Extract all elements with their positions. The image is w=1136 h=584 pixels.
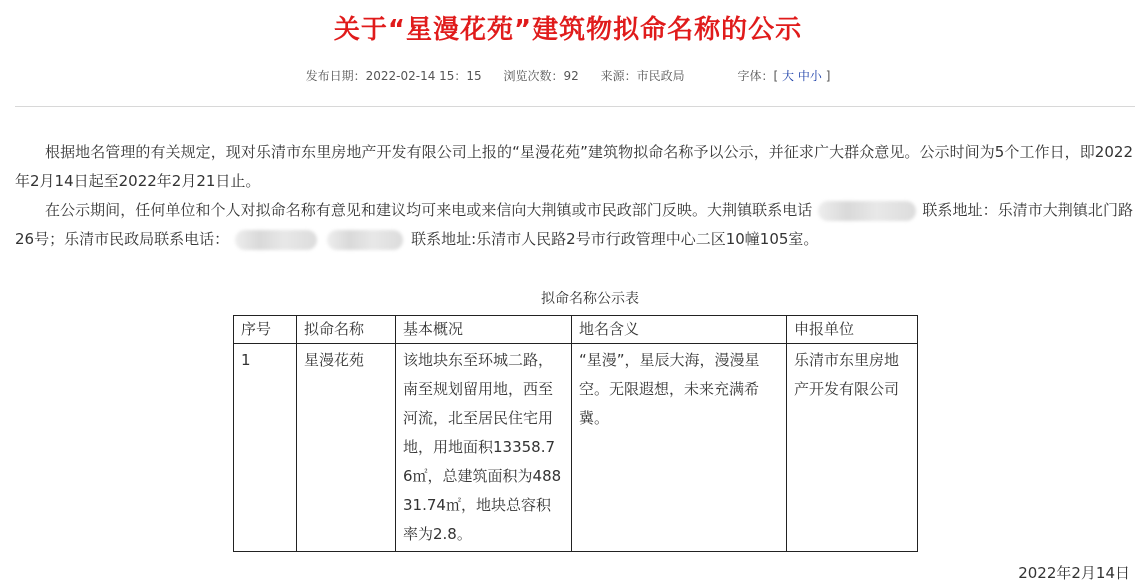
page-title: 关于“星漫花苑”建筑物拟命名称的公示 (333, 15, 803, 45)
publish-date-label: 发布日期： (305, 69, 366, 83)
cell-applicant: 乐清市东里房地产开发有限公司 (787, 344, 918, 552)
view-count-value: 92 (563, 69, 579, 83)
publish-footer-date: 2022年2月14日 (1018, 564, 1130, 582)
redacted-phone (327, 230, 403, 250)
table-row (234, 344, 918, 552)
font-size-label: 字体： (737, 69, 774, 83)
header-divider (15, 106, 1135, 107)
redacted-phone (818, 201, 916, 221)
naming-table (233, 315, 918, 552)
table-caption: 拟命名称公示表 (541, 291, 639, 307)
header-index: 序号 (234, 316, 297, 344)
contact-text-c: 联系地址:乐清市人民路2号市行政管理中心二区10幢105室。 (411, 230, 819, 248)
source-label: 来源： (600, 69, 637, 83)
header-applicant: 申报单位 (787, 316, 918, 344)
publish-date-value: 2022-02-14 15：15 (365, 69, 482, 83)
cell-meaning: “星漫”，星辰大海，漫漫星空。无限遐想，未来充满希冀。 (572, 344, 787, 552)
article-meta (0, 66, 1136, 86)
header-overview: 基本概况 (396, 316, 572, 344)
view-count (504, 69, 579, 83)
table-header-row (234, 316, 918, 344)
publish-date (306, 69, 482, 83)
font-size-small-link[interactable]: 小 (809, 69, 822, 83)
contact-text-a: 在公示期间，任何单位和个人对拟命名称有意见和建议均可来电或来信向大荆镇或市民政部门反映。大荆镇联系电话 (45, 201, 813, 219)
cell-name: 星漫花苑 (297, 344, 396, 552)
cell-overview: 该地块东至环城二路，南至规划留用地，西至河流，北至居民住宅用地，用地面积13358.76㎡，总建筑面积为48831.74㎡，地块总容积率为2.8。 (396, 344, 572, 552)
redacted-phone (235, 230, 317, 250)
font-size-large-link[interactable]: 大 (782, 69, 795, 83)
header-name: 拟命名称 (297, 316, 396, 344)
paragraph-contact (15, 196, 1133, 254)
font-size-medium-link[interactable]: 中 (797, 69, 810, 83)
bracket-close: ] (825, 69, 831, 83)
cell-index: 1 (234, 344, 297, 552)
view-count-label: 浏览次数： (503, 69, 564, 83)
contact-text-b: 联系地址：乐清市大荆镇北门路26号；乐清市民政局联系电话： (15, 201, 1133, 248)
paragraph-notice: 根据地名管理的有关规定，现对乐清市东里房地产开发有限公司上报的“星漫花苑”建筑物拟命名称予以公示，并征求广大群众意见。公示时间为5个工作日，即2022年2月14日起至2022年2月21日止。 (15, 143, 1133, 190)
font-size-switcher (738, 69, 831, 83)
source-value: 市民政局 (636, 69, 685, 83)
article-body (15, 138, 1133, 254)
header-meaning: 地名含义 (572, 316, 787, 344)
bracket-open: [ (773, 69, 779, 83)
source (601, 69, 685, 83)
